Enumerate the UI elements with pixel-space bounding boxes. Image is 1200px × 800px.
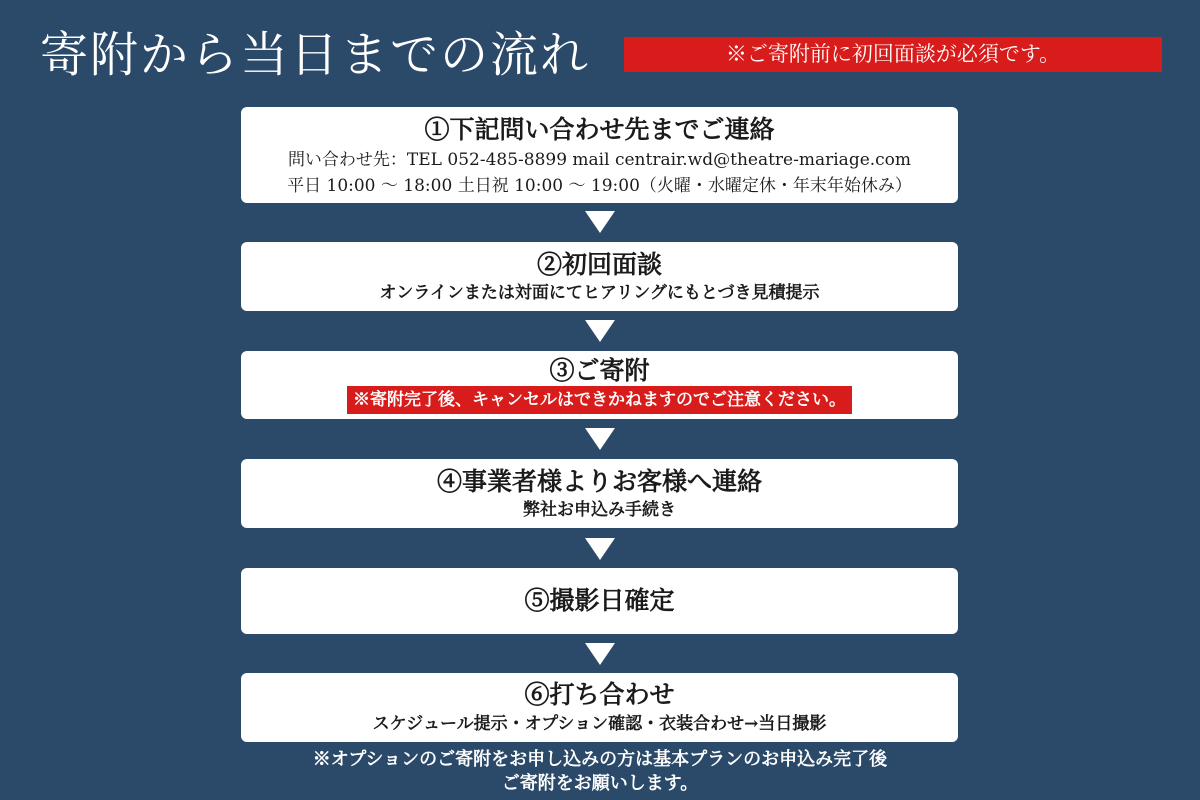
- step-card-consultation: [241, 242, 958, 311]
- down-arrow-icon: [585, 320, 615, 342]
- step-description: スケジュール提示・オプション確認・衣装合わせ→当日撮影: [372, 714, 827, 734]
- down-arrow-icon: [585, 643, 615, 665]
- business-hours: 平日 10:00 〜 18:00 土日祝 10:00 〜 19:00（火曜・水曜定休・年末年始休み）: [287, 176, 912, 196]
- step-card-contact: [241, 107, 958, 203]
- contact-info: 問い合わせ先：TEL 052-485-8899 mail centrair.wd@theatre-mariage.com: [287, 150, 912, 170]
- step-card-shooting-date: [241, 568, 958, 634]
- down-arrow-icon: [585, 211, 615, 233]
- cancellation-warning: ※寄附完了後、キャンセルはできかねますのでご注意ください。: [347, 386, 852, 414]
- step-description: オンラインまたは対面にてヒアリングにもとづき見積提示: [379, 283, 820, 303]
- step-title: ②初回面談: [536, 250, 662, 279]
- footnote-line: ご寄附をお願いします。: [501, 773, 699, 794]
- step-card-meeting: [241, 673, 958, 742]
- notice-badge: ※ご寄附前に初回面談が必須です。: [624, 37, 1162, 72]
- step-title: ⑤撮影日確定: [524, 586, 675, 615]
- footnote-line: ※オプションのご寄附をお申し込みの方は基本プランのお申込み完了後: [312, 749, 888, 770]
- step-title: ③ご寄附: [549, 356, 650, 385]
- step-description: 弊社お申込み手続き: [523, 500, 676, 520]
- down-arrow-icon: [585, 428, 615, 450]
- step-title: ①下記問い合わせ先までご連絡: [424, 115, 775, 144]
- step-title: ⑥打ち合わせ: [524, 680, 675, 709]
- step-card-donation: [241, 351, 958, 419]
- step-title: ④事業者様よりお客様へ連絡: [436, 467, 762, 496]
- footnote: [0, 748, 1200, 796]
- page-title: 寄附から当日までの流れ: [40, 27, 591, 83]
- step-card-business-contact: [241, 459, 958, 528]
- down-arrow-icon: [585, 538, 615, 560]
